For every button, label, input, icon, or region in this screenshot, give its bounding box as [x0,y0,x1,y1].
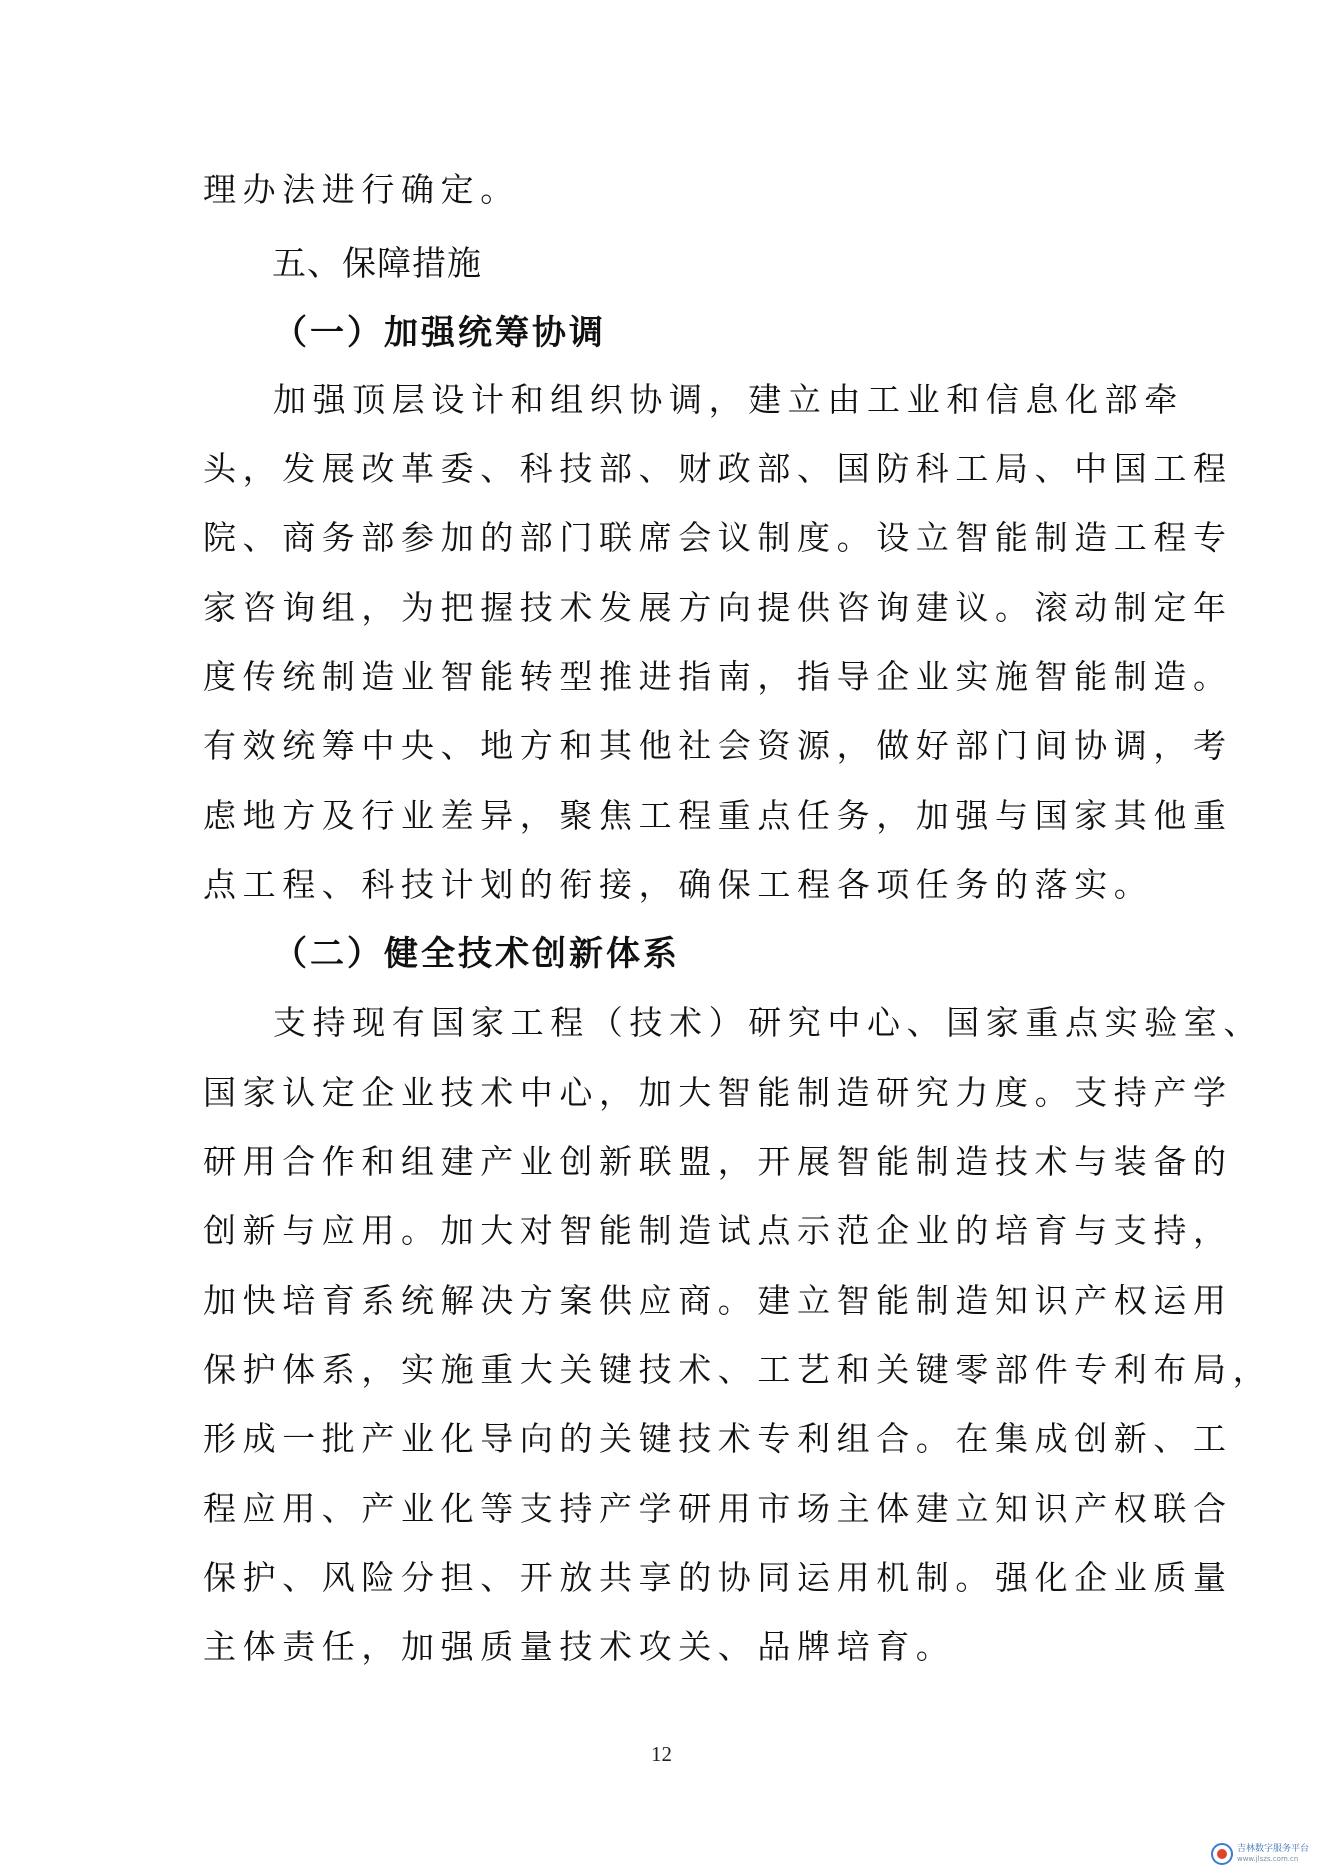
watermark-name: 吉林数字服务平台 [1236,1844,1309,1854]
paragraph-line: 点工程、科技计划的衔接，确保工程各项任务的落实。 [203,865,1154,904]
paragraph-line: 程应用、产业化等支持产学研用市场主体建立知识产权联合 [203,1489,1233,1528]
paragraph-line: 有效统筹中央、地方和其他社会资源，做好部门间协调，考 [203,726,1233,765]
paragraph-line: 保护体系，实施重大关键技术、工艺和关键零部件专利布局， [203,1350,1273,1389]
paragraph-line: 研用合作和组建产业创新联盟，开展智能制造技术与装备的 [203,1142,1233,1181]
paragraph-line: 家咨询组，为把握技术发展方向提供咨询建议。滚动制定年 [203,588,1233,627]
paragraph-line: 院、商务部参加的部门联席会议制度。设立智能制造工程专 [203,518,1233,557]
paragraph-line: 加快培育系统解决方案供应商。建立智能制造知识产权运用 [203,1281,1233,1320]
paragraph-line: 理办法进行确定。 [203,170,520,209]
paragraph-line: 虑地方及行业差异，聚焦工程重点任务，加强与国家其他重 [203,796,1233,835]
subsection-heading: （二）健全技术创新体系 [273,934,680,974]
paragraph-line: 国家认定企业技术中心，加大智能制造研究力度。支持产学 [203,1073,1233,1112]
paragraph-line: 支持现有国家工程（技术）研究中心、国家重点实验室、 [273,1003,1263,1042]
paragraph-line: 度传统制造业智能转型推进指南，指导企业实施智能制造。 [203,657,1233,696]
watermark-text [1237,1844,1309,1864]
paragraph-line: 加强顶层设计和组织协调，建立由工业和信息化部牵 [273,380,1184,419]
paragraph-line: 头，发展改革委、科技部、财政部、国防科工局、中国工程 [203,449,1233,488]
paragraph-line: 形成一批产业化导向的关键技术专利组合。在集成创新、工 [203,1419,1233,1458]
paragraph-line: 创新与应用。加大对智能制造试点示范企业的培育与支持， [203,1211,1233,1250]
paragraph-line: 保护、风险分担、开放共享的协同运用机制。强化企业质量 [203,1558,1233,1597]
site-watermark [1211,1843,1309,1865]
subsection-heading: （一）加强统筹协调 [273,313,606,353]
paragraph-line: 主体责任，加强质量技术攻关、品牌培育。 [203,1627,956,1666]
section-heading: 五、保障措施 [272,244,482,284]
page-number: 12 [651,1742,672,1766]
watermark-url: www.jlszs.com.cn [1236,1855,1299,1863]
site-logo-icon [1211,1843,1233,1865]
